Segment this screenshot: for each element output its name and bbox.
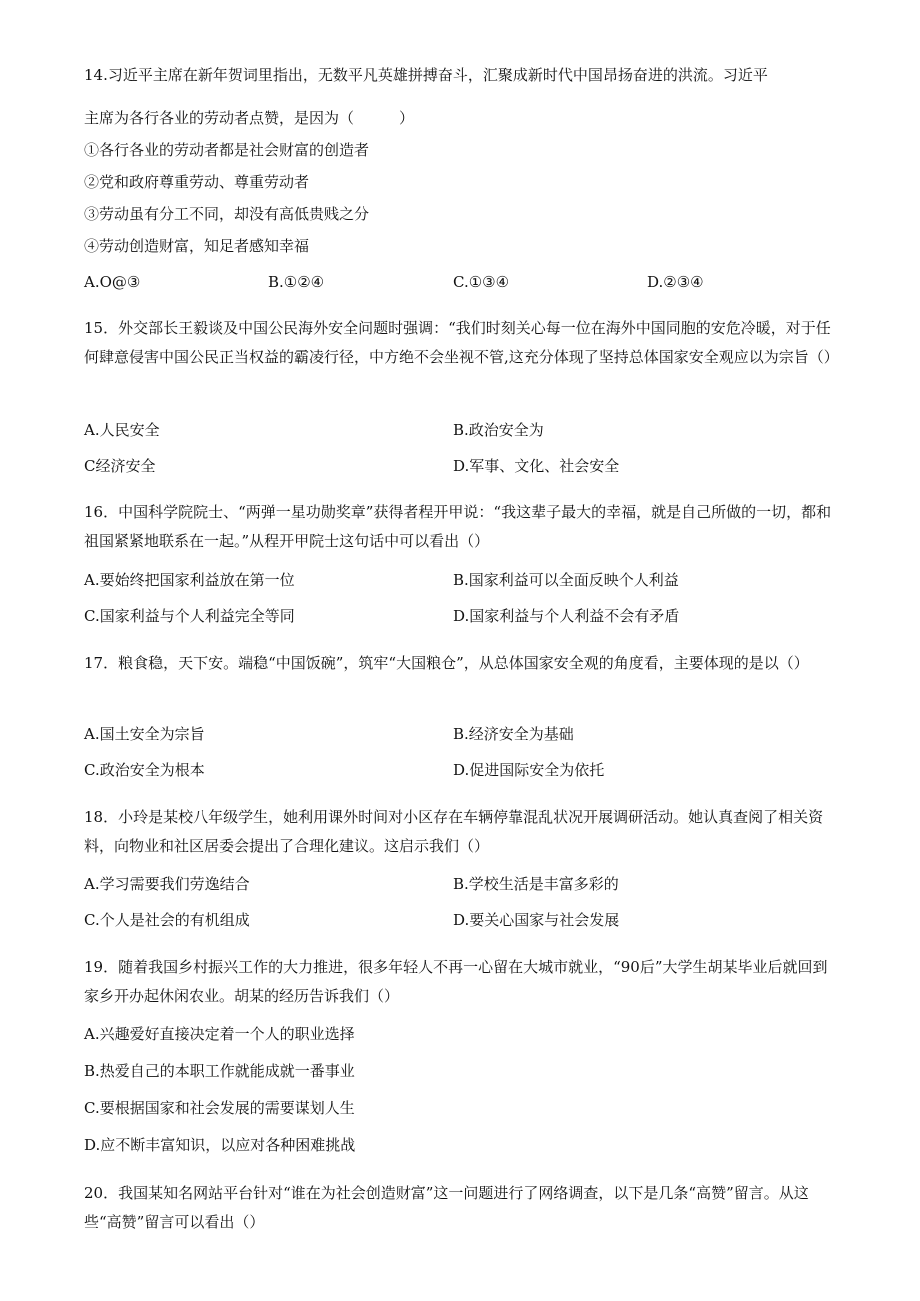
q14-stem-line1: 14.习近平主席在新年贺词里指出，无数平凡英雄拼搏奋斗，汇聚成新时代中国昂扬奋进的洪流。习近平 — [84, 66, 768, 84]
q14-option-c: C.①③④ — [453, 273, 510, 291]
q17-option-c: C.政治安全为根本 — [84, 761, 205, 779]
q19-stem: 19．随着我国乡村振兴工作的大力推进，很多年轻人不再一心留在大城市就业，“90后”大学生胡某毕业后就回到家乡开办起休闲农业。胡某的经历告诉我们（） — [84, 958, 828, 1005]
q15-option-b: B.政治安全为 — [453, 421, 544, 439]
q15-stem: 15．外交部长王毅谈及中国公民海外安全问题时强调：“我们时刻关心每一位在海外中国同胞的安危冷暖，对于任何肆意侵害中国公民正当权益的霸凌行径，中方绝不会坐视不管,这充分体现了坚持总体国家安全观应以为宗旨（） — [84, 319, 839, 366]
q15-option-a: A.人民安全 — [84, 421, 160, 439]
q16-stem: 16．中国科学院院士、“两弹一星功勋奖章”获得者程开甲说：“我这辈子最大的幸福，就是自己所做的一切，都和祖国紧紧地联系在一起。”从程开甲院士这句话中可以看出（） — [84, 503, 832, 550]
q14-statement-2: ②党和政府尊重劳动、尊重劳动者 — [84, 173, 310, 191]
q17-option-d: D.促进国际安全为依托 — [453, 761, 605, 779]
q19-option-b: B.热爱自己的本职工作就能成就一番事业 — [84, 1062, 355, 1080]
q14-option-a: A.O@③ — [84, 273, 141, 291]
q14-option-b: B.①②④ — [268, 273, 325, 291]
q17-option-b: B.经济安全为基础 — [453, 725, 574, 743]
q14-stem-line2: 主席为各行各业的劳动者点赞，是因为（ ） — [84, 109, 415, 127]
q14-statement-1: ①各行各业的劳动者都是社会财富的创造者 — [84, 141, 370, 159]
q18-option-d: D.要关心国家与社会发展 — [453, 911, 620, 929]
q19-option-c: C.要根据国家和社会发展的需要谋划人生 — [84, 1099, 355, 1117]
q18-option-b: B.学校生活是丰富多彩的 — [453, 875, 619, 893]
q16-option-c: C.国家利益与个人利益完全等同 — [84, 607, 295, 625]
q18-stem: 18．小玲是某校八年级学生，她利用课外时间对小区存在车辆停靠混乱状况开展调研活动。她认真查阅了相关资料，向物业和社区居委会提出了合理化建议。这启示我们（） — [84, 808, 824, 855]
q20-stem: 20．我国某知名网站平台针对“谁在为社会创造财富”这一问题进行了网络调查，以下是几条“高赞”留言。从这些“高赞”留言可以看出（） — [84, 1184, 809, 1231]
q19-option-a: A.兴趣爱好直接决定着一个人的职业选择 — [84, 1025, 355, 1043]
q15-option-c: C经济安全 — [84, 457, 156, 475]
q18-option-a: A.学习需要我们劳逸结合 — [84, 875, 250, 893]
q14-statement-4: ④劳动创造财富，知足者感知幸福 — [84, 237, 310, 255]
q16-option-d: D.国家利益与个人利益不会有矛盾 — [453, 607, 680, 625]
q14-statement-3: ③劳动虽有分工不同，却没有高低贵贱之分 — [84, 205, 370, 223]
q15-option-d: D.军事、文化、社会安全 — [453, 457, 620, 475]
q14-option-d: D.②③④ — [647, 273, 704, 291]
q17-option-a: A.国土安全为宗旨 — [84, 725, 205, 743]
q16-option-b: B.国家利益可以全面反映个人利益 — [453, 571, 679, 589]
q19-option-d: D.应不断丰富知识，以应对各种困难挑战 — [84, 1136, 356, 1154]
q16-option-a: A.要始终把国家利益放在第一位 — [84, 571, 295, 589]
q17-stem: 17．粮食稳，天下安。端稳“中国饭碗”，筑牢“大国粮仓”，从总体国家安全观的角度看，主要体现的是以（） — [84, 654, 809, 672]
q18-option-c: C.个人是社会的有机组成 — [84, 911, 250, 929]
